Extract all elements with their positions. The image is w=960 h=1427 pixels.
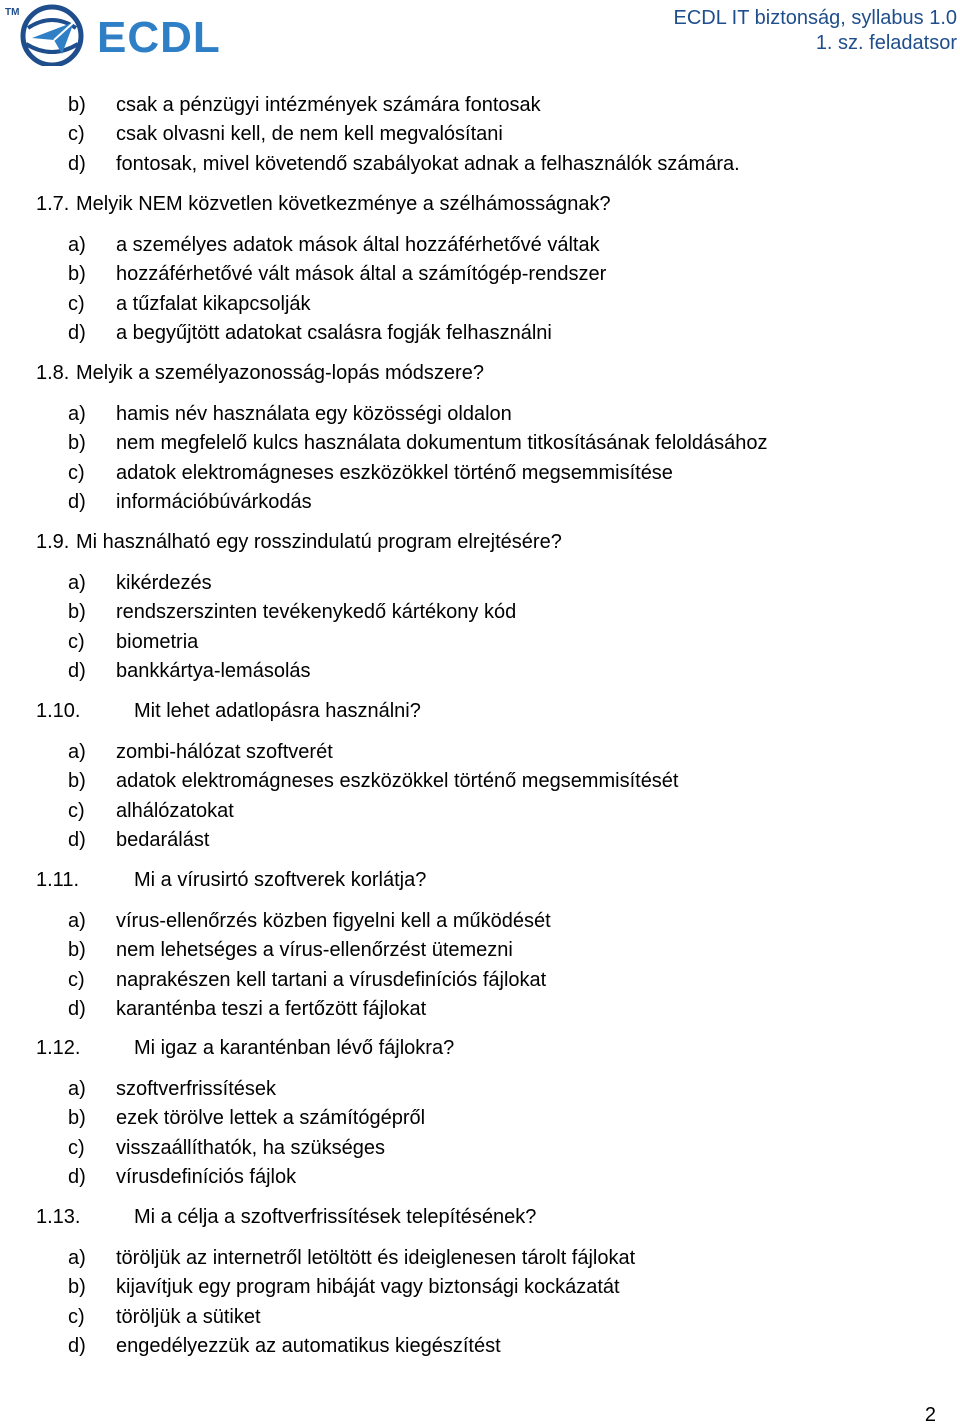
option-letter: b) [68,939,86,962]
option-text: adatok elektromágneses eszközökkel történő megsemmisítését [116,770,679,793]
option-text: csak olvasni kell, de nem kell megvalósítani [116,123,503,146]
question-text: Mi használható egy rosszindulatú program elrejtésére? [76,531,562,553]
answer-option [68,461,673,485]
question-number: 1.8. [36,362,70,384]
answer-option [68,1136,385,1160]
option-letter: b) [68,1107,86,1130]
answer-option [68,292,311,316]
option-text: fontosak, mivel követendő szabályokat adnak a felhasználók számára. [116,152,740,175]
option-text: engedélyezzük az automatikus kiegészítést [116,1335,501,1358]
question-heading [36,530,562,554]
option-text: töröljük az internetről letöltött és ideiglenesen tárolt fájlokat [116,1247,636,1269]
option-letter: b) [68,263,86,286]
question-number: 1.11. [36,869,79,891]
option-letter: d) [68,322,86,345]
option-letter: c) [68,630,85,653]
option-letter: a) [68,572,86,594]
question-number: 1.9. [36,531,70,553]
option-text: információbúvárkodás [116,491,312,514]
question-heading [36,192,611,216]
answer-option [68,600,516,624]
option-text: naprakészen kell tartani a vírusdefiníciós fájlokat [116,968,547,991]
question-text: Mi a célja a szoftverfrissítések telepítésének? [134,1206,537,1228]
question-text: Melyik NEM közvetlen következménye a szélhámosságnak? [76,193,611,215]
option-text: töröljük a sütiket [116,1305,261,1328]
option-letter: b) [68,1276,86,1299]
ecdl-logo [2,2,242,66]
option-text: vírusdefiníciós fájlok [116,1166,297,1189]
option-text: a személyes adatok mások által hozzáférhetővé váltak [116,234,600,256]
option-letter: a) [68,741,86,763]
option-letter: a) [68,1078,86,1100]
option-text: hozzáférhetővé vált mások által a számítógép-rendszer [116,263,607,286]
option-letter: a) [68,403,86,425]
option-text: biometria [116,630,199,653]
answer-option [68,828,209,852]
question-text: Mit lehet adatlopásra használni? [134,700,421,722]
option-text: nem megfelelő kulcs használata dokumentum titkosításának feloldásához [116,432,768,455]
option-letter: d) [68,998,86,1021]
question-heading [36,699,421,723]
question-number: 1.7. [36,193,70,215]
option-text: zombi-hálózat szoftverét [116,741,333,763]
question-text: Melyik a személyazonosság-lopás módszere? [76,362,484,384]
option-letter: d) [68,1335,86,1358]
answer-option [68,1077,276,1101]
option-text: adatok elektromágneses eszközökkel történő megsemmisítése [116,461,673,484]
answer-option [68,909,551,933]
answer-option [68,1165,296,1189]
answer-option [68,769,679,793]
answer-option [68,122,503,146]
answer-option [68,571,212,595]
option-letter: c) [68,292,85,315]
answer-option [68,630,198,654]
option-letter: c) [68,1305,85,1328]
answer-option [68,1106,425,1130]
option-letter: c) [68,123,85,146]
option-text: hamis név használata egy közösségi oldalon [116,403,512,425]
option-letter: a) [68,234,86,256]
trademark-mark: TM [5,7,20,18]
option-text: kikérdezés [116,572,212,594]
question-heading [36,1036,454,1060]
answer-option [68,402,512,426]
option-text: ezek törölve lettek a számítógépről [116,1107,426,1130]
option-letter: b) [68,601,86,624]
option-letter: c) [68,1136,85,1159]
answer-option [68,1334,501,1358]
question-number: 1.12. [36,1037,81,1059]
option-text: csak a pénzügyi intézmények számára fontosak [116,94,541,116]
option-letter: b) [68,94,86,116]
option-letter: c) [68,461,85,484]
option-letter: c) [68,799,85,822]
answer-option [68,968,546,992]
option-letter: d) [68,152,86,175]
option-text: alhálózatokat [116,799,234,822]
document-title [674,6,957,56]
option-text: bankkártya-lemásolás [116,660,311,683]
answer-option [68,1305,261,1329]
document-title-line1: ECDL IT biztonság, syllabus 1.0 [673,7,957,29]
option-text: a begyűjtött adatokat csalásra fogják felhasználni [116,322,552,345]
option-text: visszaállíthatók, ha szükséges [116,1136,386,1159]
answer-option [68,1246,635,1270]
question-heading [36,1205,536,1229]
answer-option [68,997,426,1021]
question-text: Mi igaz a karanténban lévő fájlokra? [134,1037,455,1059]
option-text: kijavítjuk egy program hibáját vagy biztonsági kockázatát [116,1276,620,1299]
option-letter: a) [68,1247,86,1269]
option-text: nem lehetséges a vírus-ellenőrzést ütemezni [116,939,513,962]
logo-wordmark: ECDL [97,13,221,62]
answer-option [68,490,312,514]
option-text: bedarálást [116,829,210,852]
option-letter: d) [68,491,86,514]
answer-option [68,93,541,117]
option-letter: b) [68,770,86,793]
question-heading [36,868,426,892]
option-letter: c) [68,968,85,991]
option-letter: d) [68,660,86,683]
option-text: karanténba teszi a fertőzött fájlokat [116,998,427,1021]
option-letter: d) [68,1166,86,1189]
question-number: 1.13. [36,1206,81,1228]
answer-option [68,1275,620,1299]
question-text: Mi a vírusirtó szoftverek korlátja? [134,869,427,891]
option-text: a tűzfalat kikapcsolják [116,292,311,315]
answer-option [68,233,600,257]
option-text: szoftverfrissítések [116,1078,277,1100]
answer-option [68,740,333,764]
answer-option [68,659,311,683]
question-number: 1.10. [36,700,81,722]
option-letter: a) [68,910,86,932]
option-text: rendszerszinten tevékenykedő kártékony kód [116,601,517,624]
answer-option [68,799,234,823]
answer-option [68,938,513,962]
option-text: vírus-ellenőrzés közben figyelni kell a működését [116,910,551,932]
question-heading [36,361,484,385]
answer-option [68,321,552,345]
answer-option [68,262,606,286]
option-letter: b) [68,432,86,455]
answer-option [68,152,740,176]
document-title-line2: 1. sz. feladatsor [815,32,957,54]
page-header [0,0,960,70]
option-letter: d) [68,829,86,852]
answer-option [68,431,767,455]
page-number: 2 [924,1404,936,1426]
